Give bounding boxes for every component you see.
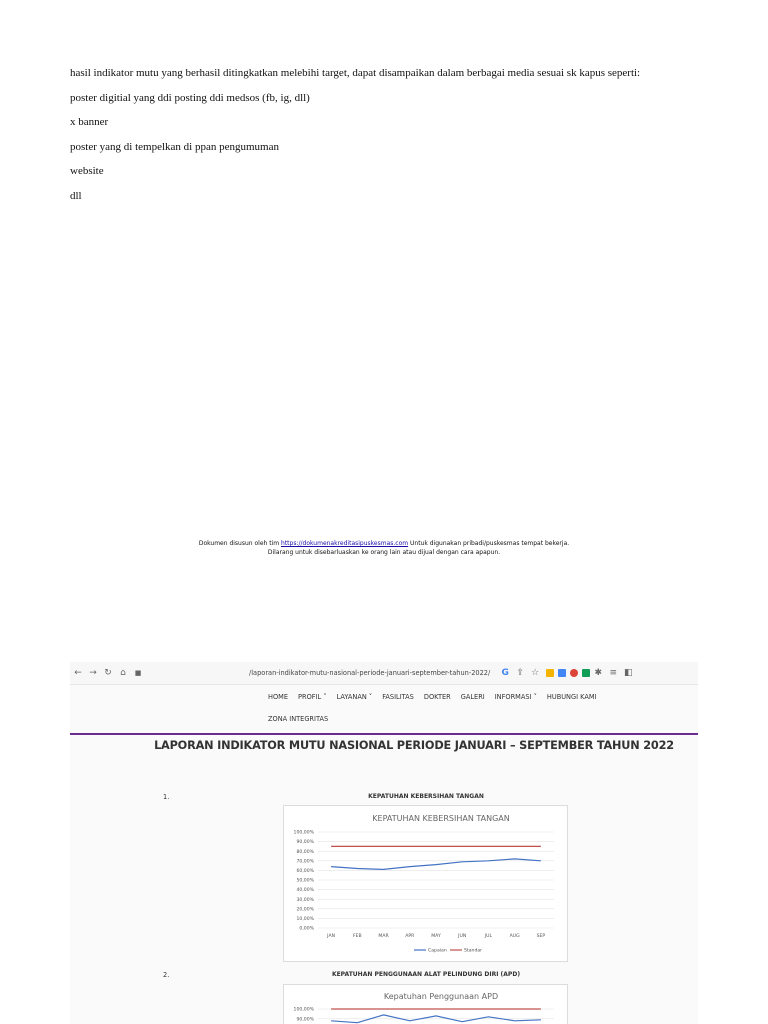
- footer-prefix: Dokumen disusun oleh tim: [198, 540, 282, 547]
- chart-container: [283, 805, 568, 962]
- chart-title: KEPATUHAN KEBERSIHAN TANGAN: [372, 814, 510, 823]
- y-tick-label: 100,00%: [293, 1007, 314, 1013]
- document-line: hasil indikator mutu yang berhasil ditingkatkan melebihi target, dapat disampaikan dalam berbagai media sesuai sk kapus seperti:: [70, 67, 641, 79]
- x-tick-label: AUG: [509, 934, 520, 939]
- nav-zona-integritas[interactable]: ZONA INTEGRITAS: [268, 715, 329, 723]
- indicator-title: KEPATUHAN KEBERSIHAN TANGAN: [368, 793, 484, 800]
- indicator-number: 2.: [163, 971, 170, 979]
- document-line: poster digitial yang ddi posting ddi medsos (fb, ig, dll): [70, 91, 310, 104]
- embedded-screenshot: [70, 662, 698, 1024]
- nav-divider: [70, 733, 698, 735]
- browser-toolbar: [70, 662, 698, 685]
- side-panel-icon[interactable]: ◧: [623, 668, 633, 678]
- footer-line-2: Dilarang untuk disebarluaskan ke orang lain atau dijual dengan cara apapun.: [267, 549, 501, 556]
- chart-container: [283, 984, 568, 1024]
- y-tick-label: 80,00%: [296, 849, 314, 855]
- forward-icon[interactable]: →: [89, 668, 97, 678]
- lock-icon: ■: [134, 669, 142, 677]
- nav-home[interactable]: HOME: [268, 693, 289, 701]
- document-line: x banner: [70, 116, 109, 129]
- nav-fasilitas[interactable]: FASILITAS: [382, 693, 414, 701]
- nav-profil[interactable]: PROFIL ˅: [298, 693, 327, 701]
- document-text: [70, 66, 730, 214]
- nav-galeri[interactable]: GALERI: [460, 693, 485, 701]
- star-icon[interactable]: ☆: [531, 668, 540, 678]
- y-tick-label: 100,00%: [293, 830, 314, 836]
- google-icon[interactable]: G: [501, 668, 509, 678]
- extension-icon[interactable]: [570, 669, 578, 677]
- y-tick-label: 30,00%: [296, 897, 314, 903]
- series-line: [331, 859, 541, 870]
- y-tick-label: 70,00%: [296, 859, 314, 865]
- extension-icon[interactable]: [582, 669, 590, 677]
- footer-line-1: [0, 539, 768, 548]
- y-tick-label: 90,00%: [296, 840, 314, 846]
- page-title: LAPORAN INDIKATOR MUTU NASIONAL PERIODE JANUARI – SEPTEMBER TAHUN 2022: [154, 739, 674, 752]
- y-tick-label: 0,00%: [299, 926, 314, 932]
- x-tick-label: FEB: [352, 934, 362, 939]
- extensions-icon[interactable]: ✱: [594, 668, 602, 678]
- y-tick-label: 90,00%: [296, 1017, 314, 1023]
- reload-icon[interactable]: ↻: [104, 668, 112, 678]
- nav-layanan[interactable]: LAYANAN ˅: [336, 693, 373, 701]
- legend-label: Standar: [464, 948, 483, 954]
- legend-label: Capaian: [428, 948, 447, 954]
- x-tick-label: JUN: [458, 934, 467, 939]
- back-icon[interactable]: ←: [74, 668, 82, 678]
- footer-note: [0, 539, 768, 557]
- document-line: website: [70, 165, 104, 178]
- document-line: poster yang di tempelkan di ppan pengumuman: [70, 140, 279, 153]
- y-tick-label: 20,00%: [296, 907, 314, 913]
- indicator-title: KEPATUHAN PENGGUNAAN ALAT PELINDUNG DIRI (APD): [331, 971, 521, 978]
- y-tick-label: 50,00%: [296, 878, 314, 884]
- y-tick-label: 60,00%: [296, 869, 314, 874]
- line-chart: [284, 806, 567, 961]
- nav-dokter[interactable]: DOKTER: [423, 693, 451, 701]
- site-navigation: [268, 685, 668, 729]
- share-icon[interactable]: ⇪: [516, 668, 524, 678]
- address-bar[interactable]: /laporan-indikator-mutu-nasional-periode-januari-september-tahun-2022/: [249, 669, 491, 677]
- x-tick-label: MAR: [378, 934, 389, 939]
- extension-icon[interactable]: [546, 669, 554, 677]
- line-chart: [284, 985, 567, 1024]
- nav-hubungi-kami[interactable]: HUBUNGI KAMI: [546, 693, 597, 701]
- home-icon[interactable]: ⌂: [120, 668, 126, 678]
- document-line: dll: [70, 189, 82, 202]
- y-tick-label: 40,00%: [296, 888, 314, 894]
- x-tick-label: SEP: [536, 934, 546, 939]
- reading-list-icon[interactable]: ≡: [609, 668, 617, 678]
- x-tick-label: MAY: [431, 934, 441, 939]
- x-tick-label: JAN: [327, 934, 336, 939]
- footer-link[interactable]: https://dokumenakreditasipuskesmas.com: [281, 540, 409, 547]
- x-tick-label: JUL: [484, 934, 493, 939]
- x-tick-label: APR: [405, 934, 415, 939]
- chart-title: Kepatuhan Penggunaan APD: [383, 992, 499, 1001]
- footer-suffix: Untuk digunakan pribadi/puskesmas tempat bekerja.: [408, 540, 570, 547]
- extension-icon[interactable]: [558, 669, 566, 677]
- indicator-number: 1.: [163, 793, 170, 801]
- y-tick-label: 10,00%: [296, 917, 314, 922]
- nav-informasi[interactable]: INFORMASI ˅: [494, 693, 537, 701]
